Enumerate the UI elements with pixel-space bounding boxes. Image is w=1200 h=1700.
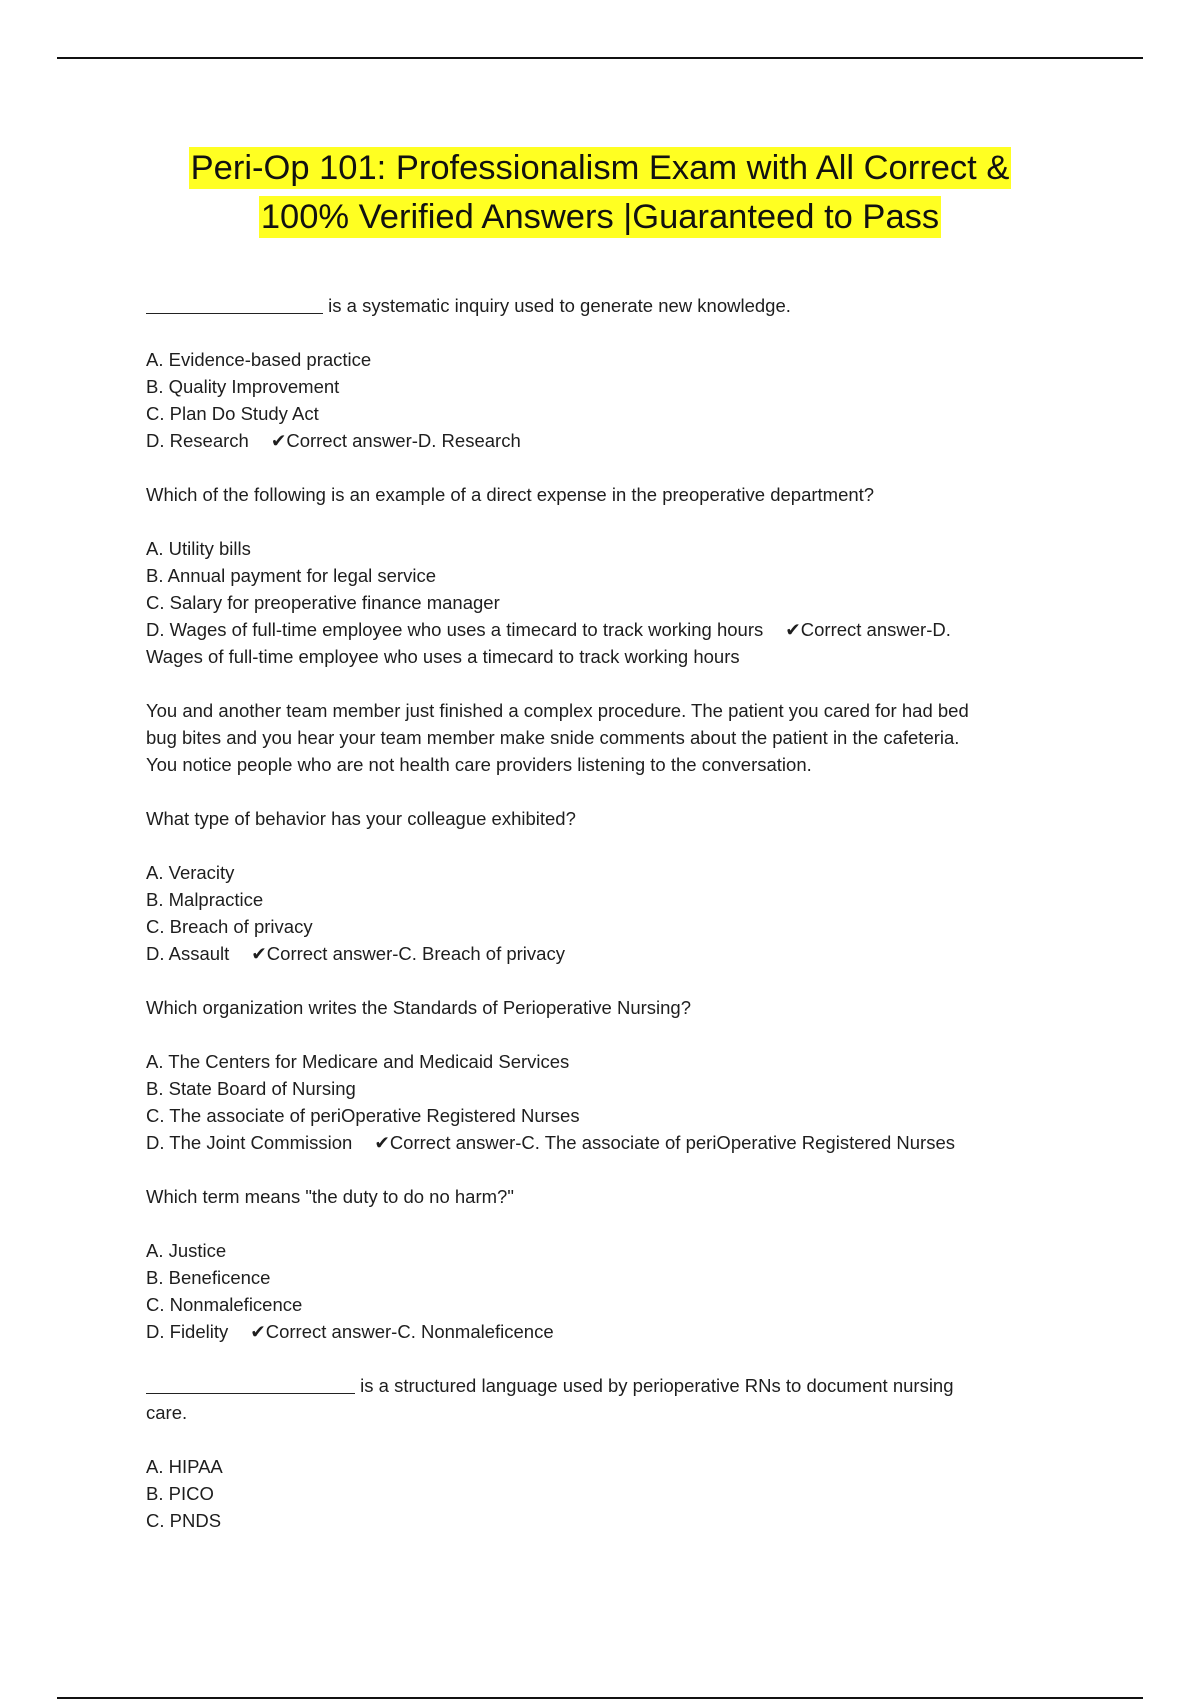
correct-answer: ✔Correct answer-C. Breach of privacy bbox=[251, 943, 565, 964]
page-title bbox=[100, 144, 1100, 242]
option-d: D. The Joint Commission bbox=[146, 1132, 353, 1153]
option-d-row bbox=[146, 427, 1066, 454]
question-4-stem: Which organization writes the Standards of Perioperative Nursing? bbox=[146, 997, 692, 1018]
option-d-row bbox=[146, 1318, 1066, 1345]
option-b: B. State Board of Nursing bbox=[146, 1078, 356, 1099]
scenario-line-1: You and another team member just finished a complex procedure. The patient you cared for had bed bbox=[146, 700, 969, 721]
option-c: C. The associate of periOperative Registered Nurses bbox=[146, 1105, 580, 1126]
question-2-stem-block bbox=[146, 481, 1066, 508]
question-1-stem-line bbox=[146, 292, 1066, 319]
question-3-options bbox=[146, 859, 1066, 967]
fill-in-blank bbox=[146, 293, 323, 314]
option-d-row bbox=[146, 616, 1066, 643]
question-3-stem-block bbox=[146, 805, 1066, 832]
question-2-stem: Which of the following is an example of a direct expense in the preoperative department? bbox=[146, 484, 875, 505]
option-a: A. HIPAA bbox=[146, 1456, 223, 1477]
correct-answer: ✔Correct answer-D. Research bbox=[270, 430, 521, 451]
question-6-stem: is a structured language used by perioperative RNs to document nursing bbox=[360, 1375, 954, 1396]
option-d: D. Assault bbox=[146, 943, 230, 964]
question-4-options bbox=[146, 1048, 1066, 1156]
option-b: B. Annual payment for legal service bbox=[146, 565, 436, 586]
question-1-stem: is a systematic inquiry used to generate new knowledge. bbox=[328, 295, 791, 316]
question-2-options bbox=[146, 535, 1066, 670]
question-4-stem-block bbox=[146, 994, 1066, 1021]
question-5-stem: Which term means "the duty to do no harm?" bbox=[146, 1186, 514, 1207]
question-6-stem-block bbox=[146, 1372, 1066, 1426]
title-line-1: Peri-Op 101: Professionalism Exam with All Correct & bbox=[190, 149, 1010, 187]
question-5-stem-block bbox=[146, 1183, 1066, 1210]
correct-answer: ✔Correct answer-D. bbox=[785, 619, 951, 640]
correct-answer: ✔Correct answer-C. Nonmaleficence bbox=[250, 1321, 554, 1342]
option-d: D. Fidelity bbox=[146, 1321, 229, 1342]
option-d-row bbox=[146, 940, 1066, 967]
option-d-row bbox=[146, 1129, 1066, 1156]
correct-answer: ✔Correct answer-C. The associate of periOperative Registered Nurses bbox=[374, 1132, 955, 1153]
option-a: A. Utility bills bbox=[146, 538, 251, 559]
option-c: C. Plan Do Study Act bbox=[146, 403, 319, 424]
option-c: C. Nonmaleficence bbox=[146, 1294, 303, 1315]
option-b: B. PICO bbox=[146, 1483, 214, 1504]
question-1-options bbox=[146, 346, 1066, 454]
option-a: A. Justice bbox=[146, 1240, 227, 1261]
scenario-line-3: You notice people who are not health care providers listening to the conversation. bbox=[146, 754, 812, 775]
option-a: A. Evidence-based practice bbox=[146, 349, 372, 370]
option-d: D. Wages of full-time employee who uses a timecard to track working hours bbox=[146, 619, 764, 640]
question-6-stem-line bbox=[146, 1372, 1066, 1399]
correct-answer-continued: Wages of full-time employee who uses a timecard to track working hours bbox=[146, 646, 740, 667]
question-1-stem-block bbox=[146, 292, 1066, 319]
bottom-rule bbox=[57, 1697, 1143, 1699]
option-c: C. Salary for preoperative finance manager bbox=[146, 592, 500, 613]
fill-in-blank bbox=[146, 1373, 355, 1394]
question-5-options bbox=[146, 1237, 1066, 1345]
option-b: B. Quality Improvement bbox=[146, 376, 340, 397]
option-c: C. PNDS bbox=[146, 1510, 222, 1531]
question-3-stem: What type of behavior has your colleague exhibited? bbox=[146, 808, 576, 829]
title-line-2: 100% Verified Answers |Guaranteed to Pass bbox=[260, 198, 940, 236]
top-rule bbox=[57, 57, 1143, 59]
option-d: D. Research bbox=[146, 430, 249, 451]
question-6-stem-continued: care. bbox=[146, 1402, 188, 1423]
option-a: A. Veracity bbox=[146, 862, 235, 883]
option-b: B. Beneficence bbox=[146, 1267, 271, 1288]
scenario-line-2: bug bites and you hear your team member make snide comments about the patient in the cafeteria. bbox=[146, 727, 960, 748]
option-a: A. The Centers for Medicare and Medicaid Services bbox=[146, 1051, 570, 1072]
question-3-scenario bbox=[146, 697, 1066, 778]
option-b: B. Malpractice bbox=[146, 889, 264, 910]
exam-content bbox=[146, 292, 1066, 1561]
question-6-options bbox=[146, 1453, 1066, 1534]
option-c: C. Breach of privacy bbox=[146, 916, 313, 937]
